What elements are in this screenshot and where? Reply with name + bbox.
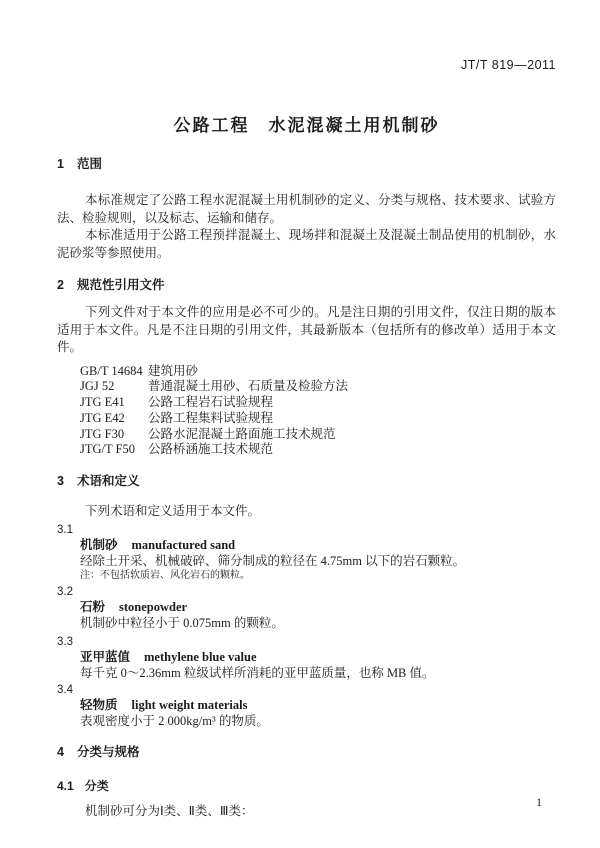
standard-number: JT/T 819—2011 bbox=[461, 58, 556, 72]
reference-code: JTG E41 bbox=[80, 395, 125, 410]
section-title: 范围 bbox=[76, 157, 102, 171]
reference-title: 公路工程集料试验规程 bbox=[148, 410, 274, 425]
subsection-heading-classification bbox=[57, 780, 556, 793]
reference-code: JTG E42 bbox=[80, 410, 125, 425]
reference-item bbox=[57, 411, 556, 427]
reference-code: GB/T 14684 bbox=[80, 363, 143, 378]
definition-note: 注：不包括软质岩、风化岩石的颗粒。 bbox=[80, 569, 250, 581]
reference-code: JTG F30 bbox=[80, 426, 125, 441]
definition-number: 3.4 bbox=[57, 683, 73, 696]
references-list bbox=[57, 364, 556, 459]
definition-block bbox=[57, 635, 556, 681]
reference-title: 建筑用砂 bbox=[148, 363, 199, 378]
term-chinese: 石粉 bbox=[80, 599, 106, 614]
definition-text: 每千克 0～2.36mm 粒级试样所消耗的亚甲蓝质量，也称 MB 值。 bbox=[80, 665, 435, 680]
page-content bbox=[57, 0, 556, 820]
section-number: 3 bbox=[57, 474, 64, 489]
definition-number: 3.2 bbox=[57, 585, 73, 598]
definition-text: 表观密度小于 2 000kg/m³ 的物质。 bbox=[80, 713, 269, 728]
section-number: 2 bbox=[57, 278, 64, 292]
section-classification bbox=[57, 746, 556, 821]
section-title: 分类与规格 bbox=[76, 744, 140, 759]
term-chinese: 亚甲蓝值 bbox=[80, 649, 131, 664]
section-number: 4 bbox=[57, 744, 64, 759]
reference-item bbox=[57, 379, 556, 395]
scope-paragraph: 本标准规定了公路工程水泥混凝土用机制砂的定义、分类与规格、技术要求、试验方法、检验规则，以及标志、运输和储存。 bbox=[57, 193, 556, 225]
definition-term bbox=[57, 649, 556, 665]
term-english: methylene blue value bbox=[144, 649, 257, 664]
reference-title: 公路工程岩石试验规程 bbox=[148, 395, 274, 410]
reference-item bbox=[57, 395, 556, 411]
section-heading-scope bbox=[57, 158, 556, 171]
reference-item bbox=[57, 442, 556, 458]
reference-title: 公路桥涵施工技术规范 bbox=[148, 442, 274, 457]
reference-title: 普通混凝土用砂、石质量及检验方法 bbox=[148, 379, 349, 394]
reference-code: JTG/T F50 bbox=[80, 442, 135, 457]
term-chinese: 机制砂 bbox=[80, 537, 118, 552]
definition-block bbox=[57, 683, 556, 729]
definition-number: 3.3 bbox=[57, 635, 73, 648]
term-english: stonepowder bbox=[119, 599, 188, 614]
definition-term bbox=[57, 537, 556, 553]
classification-paragraph: 机制砂可分为Ⅰ类、Ⅱ类、Ⅲ类： bbox=[85, 803, 254, 818]
subsection-title: 分类 bbox=[84, 778, 109, 793]
definition-term bbox=[57, 697, 556, 713]
section-terms bbox=[57, 475, 556, 729]
section-heading-references bbox=[57, 279, 556, 292]
definition-term bbox=[57, 599, 556, 615]
section-normative-references bbox=[57, 279, 556, 458]
definition-text: 经除土开采、机械破碎、筛分制成的粒径在 4.75mm 以下的岩石颗粒。 bbox=[80, 553, 466, 568]
definition-number: 3.1 bbox=[57, 523, 73, 536]
section-scope bbox=[57, 158, 556, 262]
scope-paragraph: 本标准适用于公路工程预拌混凝土、现场拌和混凝土及混凝土制品使用的机制砂，水泥砂浆等参照使用。 bbox=[57, 228, 556, 260]
terms-intro: 下列术语和定义适用于本文件。 bbox=[85, 504, 261, 519]
definition-block bbox=[57, 523, 556, 583]
page-number: 1 bbox=[536, 795, 542, 809]
section-heading-terms bbox=[57, 475, 556, 488]
term-chinese: 轻物质 bbox=[80, 697, 118, 712]
term-english: light weight materials bbox=[131, 697, 248, 712]
term-english: manufactured sand bbox=[131, 537, 236, 552]
section-heading-classification bbox=[57, 746, 556, 759]
section-number: 1 bbox=[57, 157, 64, 171]
section-title: 规范性引用文件 bbox=[76, 278, 165, 292]
references-intro: 下列文件对于本文件的应用是必不可少的。凡是注日期的引用文件，仅注日期的版本适用于本文件。凡是不注日期的引用文件，其最新版本（包括所有的修改单）适用于本文件。 bbox=[57, 305, 556, 354]
definition-text: 机制砂中粒径小于 0.075mm 的颗粒。 bbox=[80, 615, 284, 630]
reference-code: JGJ 52 bbox=[80, 379, 115, 394]
document-title: 公路工程 水泥混凝土用机制砂 bbox=[173, 116, 440, 135]
reference-title: 公路水泥混凝土路面施工技术规范 bbox=[148, 426, 336, 441]
reference-item bbox=[57, 427, 556, 443]
section-title: 术语和定义 bbox=[76, 474, 140, 489]
definition-block bbox=[57, 585, 556, 631]
subsection-number: 4.1 bbox=[57, 778, 74, 793]
reference-item bbox=[57, 364, 556, 380]
